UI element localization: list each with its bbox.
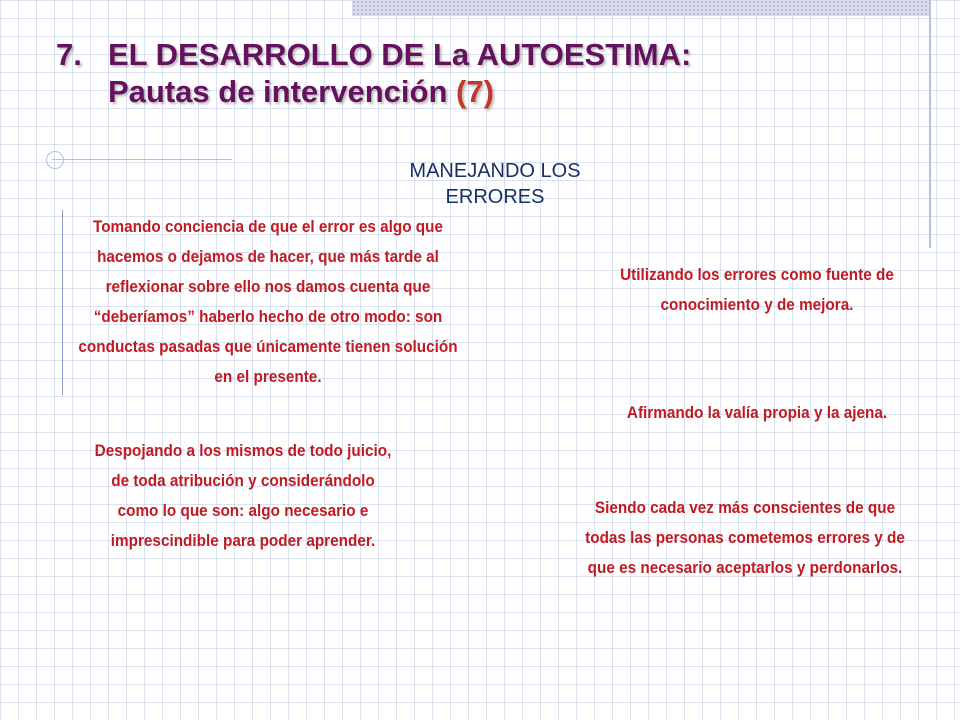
- title-accent: (7): [456, 74, 494, 109]
- slide-subtitle: MANEJANDO LOS ERRORES: [409, 160, 581, 208]
- text-block-conciencia: Tomando conciencia de que el error es algo que hacemos o dejamos de hacer, que más tarde al reflexionar sobre ello nos damos cuenta que “deberíamos” haberlo hecho de otro modo: son conductas pasadas que únicamente tienen solución en el presente.: [78, 217, 458, 386]
- text-block-afirmando: Afirmando la valía propia y la ajena.: [626, 403, 888, 422]
- title-number: 7.: [56, 37, 82, 72]
- decorative-horizontal-rule: [52, 159, 232, 160]
- decorative-vertical-rule: [929, 0, 931, 248]
- title-line-2: [56, 73, 876, 110]
- decorative-corner-block: [352, 0, 931, 16]
- slide-title: [56, 36, 876, 110]
- decorative-left-rule: [62, 210, 63, 395]
- title-line-2-text: Pautas de intervención: [108, 74, 456, 109]
- text-block-siendo: Siendo cada vez más conscientes de que todas las personas cometemos errores y de que es necesario aceptarlos y perdonarlos.: [585, 498, 905, 577]
- text-block-utilizando: Utilizando los errores como fuente de conocimiento y de mejora.: [620, 265, 894, 314]
- text-block-despojando: Despojando a los mismos de todo juicio, de toda atribución y considerándolo como lo que son: algo necesario e imprescindible para poder aprender.: [94, 441, 392, 550]
- decorative-circle-icon: [46, 151, 64, 169]
- title-line-1: EL DESARROLLO DE La AUTOESTIMA:: [108, 37, 692, 72]
